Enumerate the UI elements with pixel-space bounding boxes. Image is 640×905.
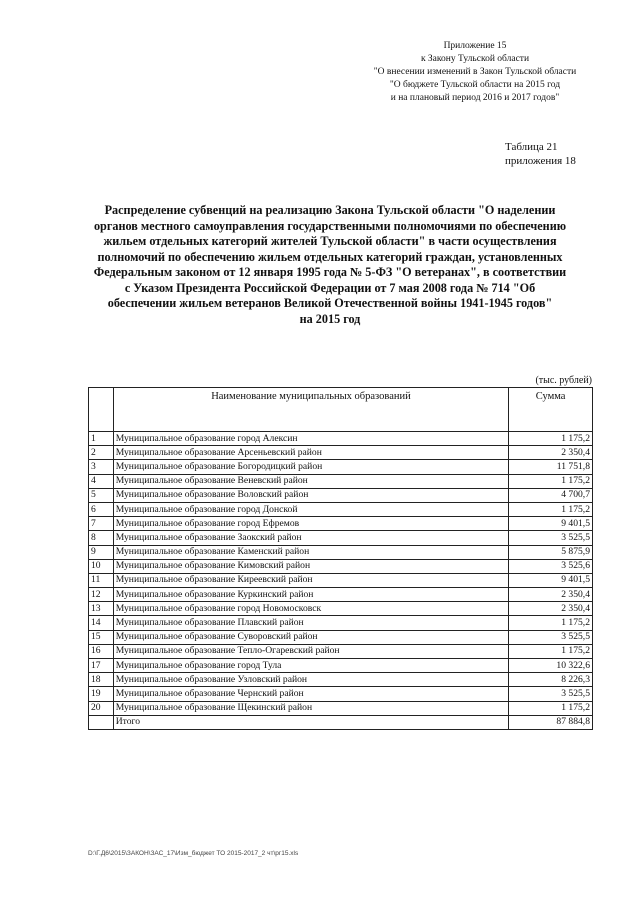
row-num: 11 (89, 573, 114, 587)
row-sum: 3 525,6 (509, 559, 593, 573)
row-name: Муниципальное образование Воловский район (113, 488, 508, 502)
title-line: обеспечении жильем ветеранов Великой Отечественной войны 1941-1945 годов" (107, 296, 553, 310)
table-row (89, 517, 593, 531)
table-row (89, 474, 593, 488)
total-num (89, 715, 114, 729)
table-body (89, 432, 593, 730)
table-row (89, 488, 593, 502)
title-line: с Указом Президента Российской Федерации от 7 мая 2008 года № 714 "Об (124, 280, 536, 295)
row-sum: 5 875,9 (509, 545, 593, 559)
row-name: Муниципальное образование Кимовский район (113, 559, 508, 573)
table-row (89, 446, 593, 460)
row-num: 17 (89, 659, 114, 673)
row-num: 6 (89, 502, 114, 516)
table-row (89, 644, 593, 658)
row-name: Муниципальное образование Плавский район (113, 616, 508, 630)
row-num: 20 (89, 701, 114, 715)
row-sum: 9 401,5 (509, 573, 593, 587)
row-sum: 1 175,2 (509, 616, 593, 630)
table-row (89, 687, 593, 701)
row-num: 16 (89, 644, 114, 658)
title-line: органов местного самоуправления государственными полномочиями по обеспечению (93, 218, 567, 233)
header-sum: Сумма (509, 388, 593, 432)
title-line: Распределение субвенций на реализацию Закона Тульской области "О наделении (104, 203, 556, 217)
appendix-line: и на плановый период 2016 и 2017 годов" (390, 93, 560, 103)
appendix-line: к Закону Тульской области (420, 54, 530, 64)
row-sum: 3 525,5 (509, 687, 593, 701)
appendix-line: "О внесении изменений в Закон Тульской области (373, 67, 577, 77)
row-num: 5 (89, 488, 114, 502)
header-num (89, 388, 114, 432)
table-row (89, 531, 593, 545)
appendix-line: "О бюджете Тульской области на 2015 год (389, 80, 561, 90)
table-row (89, 460, 593, 474)
table-row (89, 616, 593, 630)
row-num: 14 (89, 616, 114, 630)
row-num: 4 (89, 474, 114, 488)
row-sum: 3 525,5 (509, 630, 593, 644)
row-name: Муниципальное образование Заокский район (113, 531, 508, 545)
row-num: 9 (89, 545, 114, 559)
row-num: 2 (89, 446, 114, 460)
table-row (89, 673, 593, 687)
row-name: Муниципальное образование Куркинский район (113, 588, 508, 602)
row-sum: 1 175,2 (509, 502, 593, 516)
row-sum: 1 175,2 (509, 701, 593, 715)
row-num: 19 (89, 687, 114, 701)
row-num: 10 (89, 559, 114, 573)
row-num: 1 (89, 432, 114, 446)
row-sum: 2 350,4 (509, 446, 593, 460)
row-name: Муниципальное образование город Донской (113, 502, 508, 516)
row-name: Муниципальное образование Веневский район (113, 474, 508, 488)
row-sum: 2 350,4 (509, 602, 593, 616)
row-sum: 1 175,2 (509, 432, 593, 446)
table-row (89, 559, 593, 573)
total-sum: 87 884,8 (509, 715, 593, 729)
row-num: 13 (89, 602, 114, 616)
appendix-header (330, 40, 620, 105)
table-ref-line: Таблица 21 (505, 141, 558, 153)
row-name: Муниципальное образование город Тула (113, 659, 508, 673)
row-name: Муниципальное образование Чернский район (113, 687, 508, 701)
appendix-line: Приложение 15 (443, 41, 507, 51)
table-header-row (89, 388, 593, 432)
row-sum: 1 175,2 (509, 644, 593, 658)
row-num: 8 (89, 531, 114, 545)
row-name: Муниципальное образование город Новомосковск (113, 602, 508, 616)
row-sum: 8 226,3 (509, 673, 593, 687)
row-sum: 4 700,7 (509, 488, 593, 502)
table-row (89, 630, 593, 644)
row-name: Муниципальное образование Богородицкий район (113, 460, 508, 474)
row-sum: 11 751,8 (509, 460, 593, 474)
title-line: Федеральным законом от 12 января 1995 года № 5-ФЗ "О ветеранах", в соответствии (93, 265, 567, 279)
row-num: 12 (89, 588, 114, 602)
units-label: (тыс. рублей) (535, 375, 592, 386)
table-row (89, 602, 593, 616)
row-name: Муниципальное образование Тепло-Огаревский район (113, 644, 508, 658)
header-name: Наименование муниципальных образований (113, 388, 508, 432)
total-label: Итого (113, 715, 508, 729)
table-reference (505, 140, 595, 168)
row-name: Муниципальное образование Киреевский район (113, 573, 508, 587)
row-num: 3 (89, 460, 114, 474)
table-row (89, 432, 593, 446)
file-path-footer: D:\Г.Д6\2015\ЗАКОН\ЗАС_17\Изм_бюджет ТО 2015-2017_2 чт\рг15.xls (88, 850, 299, 857)
table-row (89, 502, 593, 516)
row-sum: 1 175,2 (509, 474, 593, 488)
row-name: Муниципальное образование Каменский район (113, 545, 508, 559)
row-num: 18 (89, 673, 114, 687)
table-ref-line: приложения 18 (505, 155, 576, 167)
row-sum: 3 525,5 (509, 531, 593, 545)
title-line: полномочий по обеспечению жильем отдельных категорий граждан, установленных (97, 249, 563, 264)
table-row (89, 545, 593, 559)
row-name: Муниципальное образование город Алексин (113, 432, 508, 446)
table-row (89, 659, 593, 673)
row-sum: 9 401,5 (509, 517, 593, 531)
table-row (89, 701, 593, 715)
row-name: Муниципальное образование Суворовский район (113, 630, 508, 644)
title-line: на 2015 год (299, 311, 361, 326)
row-num: 7 (89, 517, 114, 531)
row-sum: 2 350,4 (509, 588, 593, 602)
table-total-row (89, 715, 593, 729)
subsidy-table (88, 387, 593, 730)
title-line: жильем отдельных категорий жителей Тульской области" в части осуществления (103, 234, 557, 248)
table-row (89, 573, 593, 587)
row-name: Муниципальное образование город Ефремов (113, 517, 508, 531)
row-sum: 10 322,6 (509, 659, 593, 673)
row-name: Муниципальное образование Арсеньевский район (113, 446, 508, 460)
document-title (80, 203, 580, 327)
table-row (89, 588, 593, 602)
row-num: 15 (89, 630, 114, 644)
row-name: Муниципальное образование Щекинский район (113, 701, 508, 715)
row-name: Муниципальное образование Узловский район (113, 673, 508, 687)
